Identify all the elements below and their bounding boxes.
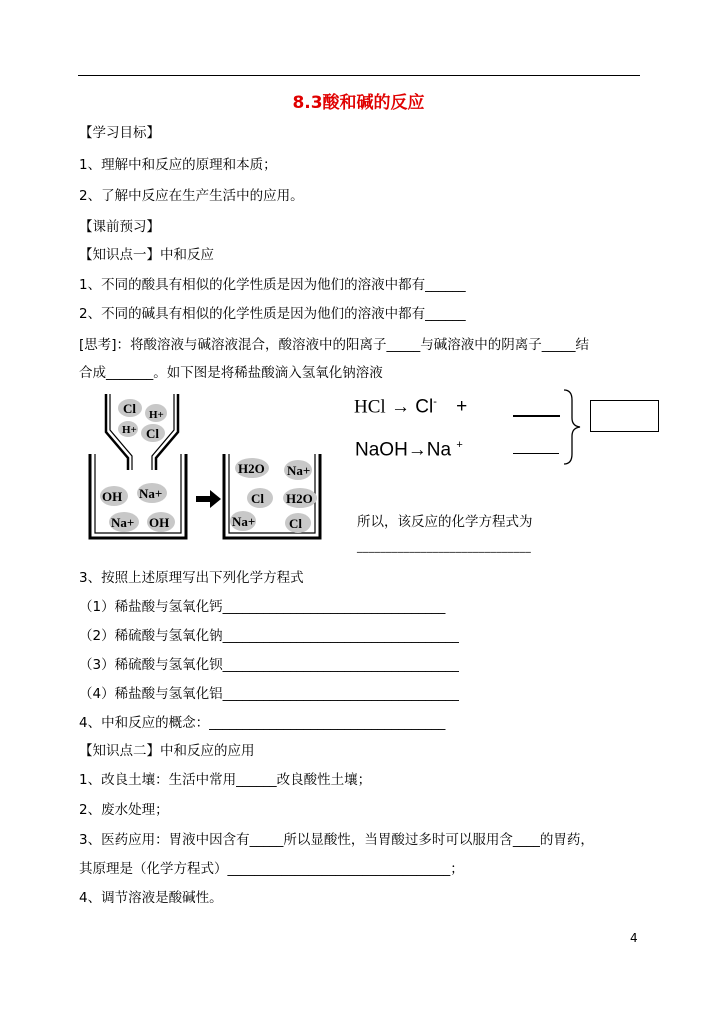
particle-label: Cl <box>146 426 159 441</box>
application-4: 4、调节溶液是酸碱性。 <box>79 890 223 906</box>
equation-naoh <box>355 439 463 461</box>
question-3-part-1: （1）稀盐酸与氢氧化钙_________________________________ <box>79 599 446 615</box>
equation-prompt: 所以，该反应的化学方程式为 <box>357 514 533 530</box>
reaction-diagram <box>86 388 326 548</box>
thinking-line-2: 合成_______。如下图是将稀盐酸滴入氢氧化钠溶液 <box>79 365 383 381</box>
knowledge-point-1-heading: 【知识点一】中和反应 <box>79 247 214 263</box>
application-3-continued: 其原理是（化学方程式）_________________________________； <box>79 861 464 877</box>
equation-arrow: → <box>390 396 410 418</box>
particle-label: Na+ <box>287 463 311 478</box>
header-rule <box>78 75 640 76</box>
particle-label: OH <box>149 515 170 530</box>
charge-sign: + <box>456 439 463 451</box>
objective-1: 1、理解中和反应的原理和本质； <box>79 157 277 173</box>
arrow-right-icon <box>196 490 221 508</box>
particle-label: Na+ <box>232 514 256 529</box>
application-3: 3、医药应用：胃液中因含有_____所以显酸性，当胃酸过多时可以服用含____的胃药， <box>79 832 594 848</box>
product-answer-box <box>590 400 659 432</box>
particle-label: H+ <box>122 424 137 436</box>
particle-label: Cl <box>251 491 264 506</box>
question-3: 3、按照上述原理写出下列化学方程式 <box>79 570 304 586</box>
thinking-line-1: [思考]：将酸溶液与碱溶液混合，酸溶液中的阳离子_____与碱溶液中的阴离子_____结 <box>79 337 590 353</box>
question-2: 2、不同的碱具有相似的化学性质是因为他们的溶液中都有______ <box>79 306 466 322</box>
particle-label: Cl <box>289 516 302 531</box>
equation-hcl <box>354 396 467 418</box>
question-4: 4、中和反应的概念：___________________________________ <box>79 715 446 731</box>
equation-hcl-left: HCl <box>354 396 386 418</box>
answer-blank-hydroxide-ion <box>513 453 559 454</box>
particle-label: H2O <box>238 461 265 476</box>
question-1: 1、不同的酸具有相似的化学性质是因为他们的溶液中都有______ <box>79 277 466 293</box>
section-heading-objectives: 【学习目标】 <box>79 125 160 141</box>
knowledge-point-2-heading: 【知识点二】中和反应的应用 <box>79 743 255 759</box>
equation-chloride-ion: Cl <box>415 396 434 418</box>
application-1: 1、改良土壤：生活中常用______改良酸性土壤； <box>79 772 372 788</box>
particle-label: H2O <box>286 491 313 506</box>
plus-sign: + <box>456 396 468 418</box>
question-3-part-4: （4）稀盐酸与氢氧化铝___________________________________ <box>79 686 459 702</box>
particle-label: H+ <box>149 409 164 421</box>
objective-2: 2、了解中反应在生产生活中的应用。 <box>79 188 304 204</box>
page-number: 4 <box>630 931 638 945</box>
charge-sign: - <box>433 396 437 408</box>
particle-label: Na+ <box>139 486 163 501</box>
particle-label: Cl <box>123 401 136 416</box>
equation-answer-blank: ______________________________ <box>357 540 531 553</box>
question-3-part-3: （3）稀硫酸与氢氧化钡___________________________________ <box>79 657 459 673</box>
equation-naoh-left: NaOH→Na <box>355 439 452 461</box>
particle-label: OH <box>102 489 123 504</box>
application-2: 2、废水处理； <box>79 802 169 818</box>
particle-label: Na+ <box>111 515 135 530</box>
answer-blank-hydrogen-ion <box>513 415 560 417</box>
question-3-part-2: （2）稀硫酸与氢氧化钠___________________________________ <box>79 628 459 644</box>
page-title: 8.3酸和碱的反应 <box>292 93 425 113</box>
section-heading-preview: 【课前预习】 <box>79 219 160 235</box>
right-brace <box>562 388 584 466</box>
